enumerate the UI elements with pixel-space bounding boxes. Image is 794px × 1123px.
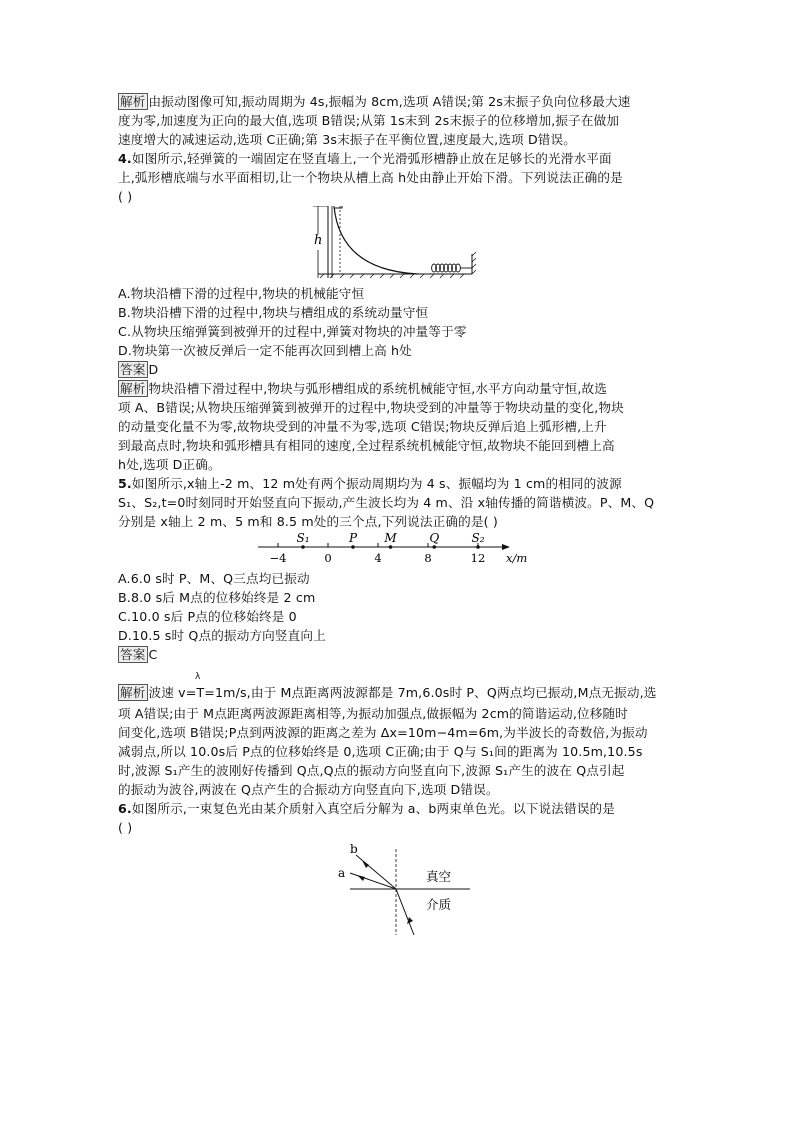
q4-analysis-line-5: h处,选项 D正确。 [118,457,221,472]
ray-label-b: b [350,842,358,856]
q5-answer: 答案 C [120,647,158,662]
analysis-tag: 解析 [120,685,146,700]
q5-option-a: A.6.0 s时 P、M、Q三点均已振动 [118,571,310,586]
q4-analysis-line-2: 项 A、B错误;从物块压缩弹簧到被弹开的过程中,物块受到的冲量等于物块动量的变化,物块 [118,400,624,415]
q4-analysis-line-4: 到最高点时,物块和弧形槽具有相同的速度,全过程系统机械能守恒,故物块不能回到槽上高 [118,438,615,453]
axis-point-label: P [348,531,358,545]
analysis-tag: 解析 [120,94,146,109]
axis-point-label: S₁ [296,531,310,545]
q5-analysis-line-1: 解析 波速 v=T=1m/s,由于 M点距离两波源都是 7m,6.0s时 P、Q两点均已振动,M点无振动,选 [120,685,657,700]
q5-analysis-line-4: 减弱点,所以 10.0s后 P点的位移始终是 0,选项 C正确;由于 Q与 S₁间的距离为 10.5m,10.5s [118,744,643,759]
vacuum-label: 真空 [426,869,452,884]
q4-option-d: D.物块第一次被反弹后一定不能再次回到槽上高 h处 [118,343,412,358]
q4-stem-line-1: 4.如图所示,轻弹簧的一端固定在竖直墙上,一个光滑弧形槽静止放在足够长的光滑水平面 [118,151,612,166]
q4-stem-line-3: ( ) [118,189,133,204]
axis-point-dot [351,545,355,549]
axis-tick-label: −4 [269,551,287,565]
q3-analysis-line-1: 解析 由振动图像可知,振动周期为 4s,振幅为 8cm,选项 A错误;第 2s末振子负向位移最大速 [120,94,631,109]
q4-answer: 答案 D [120,362,159,377]
analysis-tag: 解析 [120,381,146,396]
q5-option-b: B.8.0 s后 M点的位移始终是 2 cm [118,590,316,605]
spring [432,264,472,272]
axis-point-dot [389,545,393,549]
answer-tag: 答案 [120,647,146,662]
q4-slope-spring-diagram [118,206,678,284]
axis-tick-label: 12 [470,551,486,565]
q5-analysis-line-5: 时,波源 S₁产生的波刚好传播到 Q点,Q点的振动方向竖直向下,波源 S₁产生的波在 Q点引起 [118,763,625,778]
axis-point-label: S₂ [471,531,485,545]
q5-x-axis-diagram [118,531,678,569]
medium-label: 介质 [426,897,452,912]
axis-unit: x/m [506,551,528,565]
q5-analysis-line-2: 项 A错误;由于 M点距离两波源距离相等,为振动加强点,做振幅为 2cm的简谐运动,位移随时 [118,706,629,721]
question-number: 5. [118,476,132,491]
q5-analysis-line-3: 间变化,选项 B错误;P点到两波源的距离之差为 Δx=10m−4m=6m,为半波长的奇数倍,为振动 [118,725,648,740]
axis-point-dot [432,545,436,549]
q5-analysis-line-6: 的振动为波谷,两波在 Q点产生的合振动方向竖直向下,选项 D错误。 [118,782,499,797]
axis-point-label: Q [429,531,440,545]
q5-option-d: D.10.5 s时 Q点的振动方向竖直向上 [118,628,326,643]
q5-figure [118,531,678,569]
answer-tag: 答案 [120,362,146,377]
axis-tick-label: 8 [424,551,432,565]
q4-option-c: C.从物块压缩弹簧到被弹开的过程中,弹簧对物块的冲量等于零 [118,324,467,339]
q5-option-c: C.10.0 s后 P点的位移始终是 0 [118,609,297,624]
q3-analysis-line-2: 度为零,加速度为正向的最大值,选项 B错误;从第 1s末到 2s末振子的位移增加,振子在做加 [118,113,620,128]
axis-tick-label: 4 [374,551,382,565]
q6-figure [118,837,678,937]
q4-analysis-line-3: 的动量变化量不为零,故物块受到的冲量不为零,选项 C错误;物块反弹后追上弧形槽,上升 [118,419,607,434]
q5-stem-line-1: 5.如图所示,x轴上-2 m、12 m处有两个振动周期均为 4 s、振幅均为 1 cm的相同的波源 [118,476,622,491]
axis-point-label: M [384,531,397,545]
axis-tick-label: 0 [324,551,332,565]
q6-stem-line-1: 6.如图所示,一束复色光由某介质射入真空后分解为 a、b两束单色光。以下说法错误的是 [118,801,615,816]
q6-stem-line-2: ( ) [118,820,133,835]
question-number: 6. [118,801,132,816]
q4-figure [118,206,678,284]
document-page [118,92,678,937]
q4-option-a: A.物块沿槽下滑的过程中,物块的机械能守恒 [118,286,365,301]
q5-analysis-formula-top: λ [195,672,201,682]
q4-analysis-line-1: 解析 物块沿槽下滑过程中,物块与弧形槽组成的系统机械能守恒,水平方向动量守恒,故选 [120,381,607,396]
axis-point-dot [301,545,305,549]
question-number: 4. [118,151,132,166]
q4-option-b: B.物块沿槽下滑的过程中,物块与槽组成的系统动量守恒 [118,305,429,320]
q5-stem-line-2: S₁、S₂,t=0时刻同时开始竖直向下振动,产生波长均为 4 m、沿 x轴传播的简谐横波。P、M、Q [118,495,655,510]
q4-stem-line-2: 上,弧形槽底端与水平面相切,让一个物块从槽上高 h处由静止开始下滑。下列说法正确的是 [118,170,623,185]
q3-analysis-line-3: 速度增大的减速运动,选项 C正确;第 3s末振子在平衡位置,速度最大,选项 D错误。 [118,132,577,147]
ray-label-a: a [338,866,346,880]
height-label: h [314,233,323,248]
q5-stem-line-3: 分别是 x轴上 2 m、5 m和 8.5 m处的三个点,下列说法正确的是( ) [118,514,498,529]
q6-refraction-diagram [118,837,678,937]
